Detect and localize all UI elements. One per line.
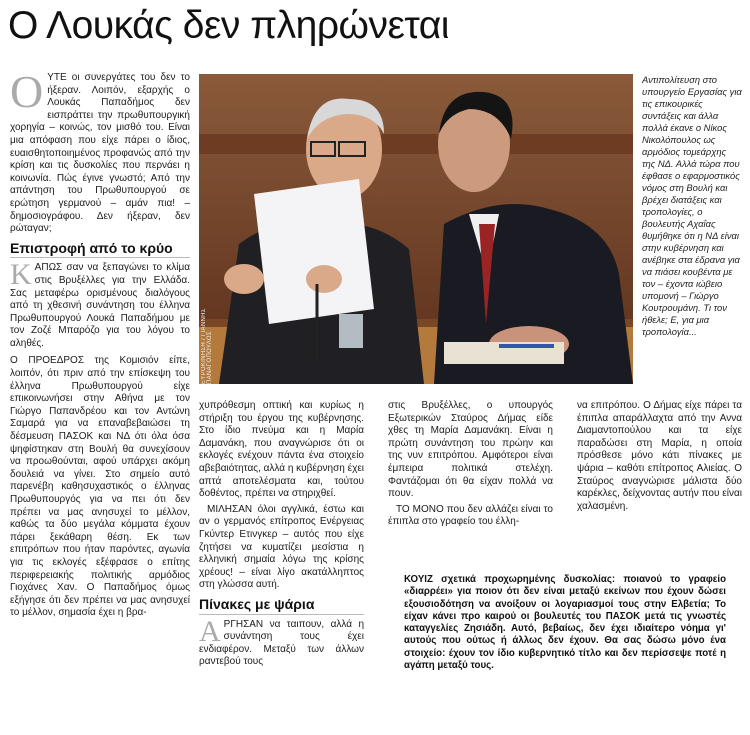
quiz-box: ΚΟΥΙΖ σχετικά προχωρημένης δυσκολίας: ποιανού το γραφείο «διαρρέει» για ποιον ότι δεν είναι μεταξύ εκείνων που έχουν δώσει εξουσιοδότηση να ανοίξουν οι λογαριασμοί τους στην Ελβετία; Το είχαν κάνει προ καιρού οι βουλευτές του ΠΑΣΟΚ μετά τις γνωστές καταγγελίες Ζησιάδη. Αυτό, βεβαίως, δεν έχει ιδιαίτερο νόημα γι' αυτούς που ούτως ή άλλως δεν έχουν. Θα σας δώσω μόνο ένα στοιχείο: έχουν τον ίδιο κυβερνητικό τίτλο και δεν περίσσεψε ποτέ η αγάπη μεταξύ τους.: [404, 574, 726, 672]
col2-paragraph-2: ΜΙΛΗΣΑΝ όλοι αγγλικά, έστω και αν ο γερμανός επίτροπος Ενέργειας Γκύντερ Ετινγκερ – αυτός που είχε ζητήσει να κυματίζει μεσίστια η ελληνική σημαία λόγω της κρίσης χρέους! – είναι λίγο ακατάλληπτος στη γλώσσα αυτή.: [199, 503, 364, 591]
lead-drop-cap: Ο: [10, 66, 44, 117]
col4-paragraph-1: να επιτρόπου. Ο Δήμας είχε πάρει τα έπιπλα απαράλλαχτα από την Αννα Διαμαντοπούλου και τα είχε παραδώσει στη Μαρία, η οποία πρόσθεσε μόνο κάτι πίνακες με ψάρια – καθότι επίτροπος Αλιείας. Ο Σταύρος αναγνώρισε μάλιστα δύο καρέκλες, δείχνοντας αυτήν που είναι χαλασμένη.: [577, 400, 742, 512]
column-4: [577, 400, 742, 513]
paragraph-2: ΑΠΩΣ σαν να ξεπαγώνει το κλίμα στις Βρυξέλλες για την Ελλάδα. Σας μεταφέρω ορισμένους διαλόγους από τη χθεσινή συνάντηση του έλληνα Πρωθυπουργού Λουκά Παπαδήμου με τον Ζοζέ Μπαρόζο για του λόγου το αληθές.: [10, 262, 190, 349]
p3-drop-cap: Α: [199, 614, 221, 648]
p2-drop-cap: Κ: [10, 258, 32, 292]
news-photo: [199, 74, 633, 384]
subhead-rule: [10, 257, 190, 258]
column-3: [388, 400, 553, 529]
paragraph-3: Ο ΠΡΟΕΔΡΟΣ της Κομισιόν είπε, λοιπόν, ότι πριν από την επίσκεψη του έλληνα Πρωθυπουργού είχε επικοινωνήσει στην Αθήνα με τον Γιώργο Παπανδρέου και τον Αντώνη Σαμαρά για να επαναβεβαιώσει τη δέσμευση ΠΑΣΟΚ και ΝΔ ότι όλα όσα ψηφίστηκαν στη Βουλή θα συνεχίσουν να προωθούνται, αφού υπάρχει ακόμη δουλειά να γίνει. Στο σημείο αυτό παρενέβη καθησυχαστικός ο έλληνας Πρωθυπουργός για να πει ότι δεν πρέπει να μας ανησυχεί το μέλλον, καθώς τα δύο μεγάλα κόμματα έχουν πάρει ξεκάθαρη θέση. Εκ των επιτρόπων που ήταν παρόντες, αγωνία για τις εκλογές εξέφρασε ο επίτης περιφερειακής πολιτικής αρμόδιος Γιοχάνες Χαν. Ο Παπαδήμος όμως εξήγησε ότι δεν πρέπει να μας ανησυχεί το μέλλον, σημασία έχει η βρα-: [10, 355, 190, 619]
col3-paragraph-1: στις Βρυξέλλες, ο υπουργός Εξωτερικών Σταύρος Δήμας είδε χθες τη Μαρία Δαμανάκη. Είναι η πρώτη συνάντηση του πρώην και της νυν επιτρόπου. Αμφότεροι είναι έμπειρα πολιτικά στελέχη. Φαντάζομαι ότι θα είχαν πολλά να πουν.: [388, 400, 553, 500]
subhead-2-rule: [199, 614, 364, 615]
headline: Ο Λουκάς δεν πληρώνεται: [8, 4, 449, 47]
col2-paragraph-3: ΡΓΗΣΑΝ να ταιπουν, αλλά η συνάντηση τους έχει ενδιαφέρον. Μεταξύ των άλλων ραντεβού τους: [199, 618, 364, 668]
subhead-2: Πίνακες με ψάρια: [199, 595, 315, 612]
col2-paragraph-1: χυπρόθεσμη οπτική και κυρίως η στήριξη του έργου της κυβέρνησης. Στο ίδιο πνεύμα και η Μαρία Δαμανάκη, που αναγνώρισε ότι οι εκλογές ενέχουν πάντα ένα στοιχείο αβεβαιότητας, αλλά η κυβέρνηση έχει απτά αποτελέσματα και, τούτου δοθέντος, πρέπει να στηριχθεί.: [199, 400, 364, 500]
photo-illustration: [199, 74, 633, 384]
column-2: [199, 400, 364, 669]
lead-paragraph: ΥΤΕ οι συνεργάτες του δεν το ήξεραν. Λοιπόν, εξαρχής ο Λουκάς Παπαδήμος δεν εισπράττει την πρωθυπουργική χορηγία – κοινώς, τον μισθό του. Είναι μια απόφαση που είχε πάρει ο ίδιος, ευαισθητοποιημένος προφανώς από την κρίση και τις δυσκολίες που περνάει η κοινωνία. Πώς έγινε γνωστό; Από την απάντηση του Πρωθυπουργού σε ερώτηση γερμανού – αμάν πια! – δημοσιογράφου. Δεν ήξεραν, δεν ρώταγαν;: [10, 72, 190, 235]
subhead-1: Επιστροφή από το κρύο: [10, 239, 173, 256]
photo-credit: ΕΥΡΟΚΙΝΗΣΗ / ΓΙΑΝΝΗΣ ΠΑΝΑΓΟΠΟΥΛΟΣ: [201, 308, 213, 384]
col3-paragraph-2: ΤΟ ΜΟΝΟ που δεν αλλάζει είναι το έπιπλα στο γραφείο του έλλη-: [388, 503, 553, 528]
column-1: [10, 66, 190, 620]
photo-caption: Αντιπολίτευση στο υπουργείο Εργασίας για τις επικουρικές συντάξεις και άλλα πολλά έκανε ο Νίκος Νικολόπουλος ως αρμόδιος τομεάρχης της ΝΔ. Αλλά τώρα που έφθασε ο εφαρμοστικός νόμος στη Βουλή και βρέχει διατάξεις και τροπολογίες, ο βουλευτής Αχαΐας θυμήθηκε ότι η ΝΔ είναι στην κυβέρνηση και ανέβηκε στα έδρανα για να πιάσει κουβέντα με τον – έχοντα ιώβειο υπομονή – Γιώργο Κουτρουμάνη. Τι τον ήθελε; Ε, για μια τροπολογία...: [642, 74, 742, 337]
